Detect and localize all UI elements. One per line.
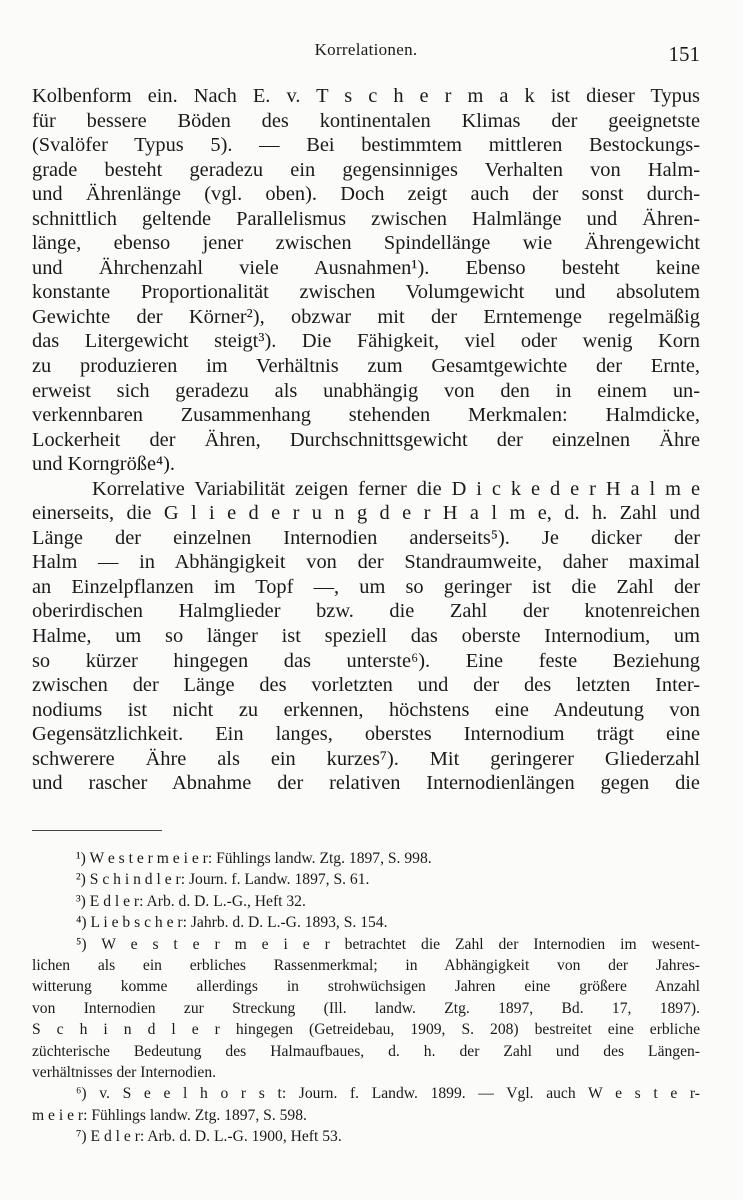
footnote-line: verhältnisses der Internodien. bbox=[32, 1063, 217, 1081]
text-line: und rascher Abnahme der relativen Internodienlängen gegen die bbox=[32, 772, 700, 795]
footnote-line: ³) E d l e r: Arb. d. D. L.-G., Heft 32. bbox=[76, 892, 306, 910]
text-line: länge, ebenso jener zwischen Spindellänge wie Ährengewicht bbox=[32, 232, 700, 255]
text-line: zwischen der Länge des vorletzten und der des letzten Inter- bbox=[32, 674, 700, 697]
text-line: Korrelative Variabilität zeigen ferner die D i c k e d e r H a l m e bbox=[92, 477, 700, 500]
footnote-line: ¹) W e s t e r m e i e r: Fühlings landw. Ztg. 1897, S. 998. bbox=[76, 850, 432, 867]
text-line: an Einzelpflanzen im Topf —, um so geringer ist die Zahl der bbox=[32, 575, 700, 598]
footnote-line: witterung komme allerdings in strohwüchsigen Jahren eine größere Anzahl bbox=[32, 978, 700, 996]
text-line: schnittlich geltende Parallelismus zwischen Halmlänge und Ähren- bbox=[32, 207, 700, 230]
text-line: grade besteht geradezu ein gegensinniges Verhalten von Halm- bbox=[32, 158, 700, 181]
footnotes bbox=[32, 848, 700, 1147]
text-line: Halm — in Abhängigkeit von der Standraumweite, daher maximal bbox=[32, 551, 700, 574]
text-line: Länge der einzelnen Internodien anderseits⁵). Je dicker der bbox=[32, 526, 700, 549]
text-line: das Litergewicht steigt³). Die Fähigkeit, viel oder wenig Korn bbox=[32, 330, 700, 353]
text-line: und Ährchenzahl viele Ausnahmen¹). Ebenso besteht keine bbox=[32, 256, 700, 279]
text-line: zu produzieren im Verhältnis zum Gesamtgewichte der Ernte, bbox=[32, 355, 700, 378]
running-title: Korrelationen. bbox=[314, 40, 418, 59]
text-line: (Svalöfer Typus 5). — Bei bestimmtem mittleren Bestockungs- bbox=[32, 134, 700, 157]
footnote-line: von Internodien zur Streckung (Ill. landw. Ztg. 1897, Bd. 17, 1897). bbox=[32, 999, 700, 1017]
footnote-line: ⁷) E d l e r: Arb. d. D. L.-G. 1900, Heft 53. bbox=[76, 1128, 342, 1146]
footnote-line: ²) S c h i n d l e r: Journ. f. Landw. 1897, S. 61. bbox=[76, 871, 370, 889]
page-number: 151 bbox=[668, 42, 700, 66]
text-line: und Ährenlänge (vgl. oben). Doch zeigt auch der sonst durch- bbox=[32, 183, 700, 206]
footnote-line: ⁴) L i e b s c h e r: Jahrb. d. D. L.-G. 1893, S. 154. bbox=[76, 914, 388, 932]
text-line: Halme, um so länger ist speziell das oberste Internodium, um bbox=[32, 625, 700, 648]
page-header bbox=[32, 40, 700, 74]
text-line: schwerere Ähre als ein kurzes⁷). Mit geringerer Gliederzahl bbox=[32, 747, 700, 770]
text-line: Kolbenform ein. Nach E. v. T s c h e r m a k ist dieser Typus bbox=[32, 85, 700, 107]
text-line: Gegensätzlichkeit. Ein langes, oberstes Internodium trägt eine bbox=[32, 723, 700, 746]
text-line: erweist sich geradezu als unabhängig von den in einem un- bbox=[32, 379, 700, 402]
text-line: so kürzer hingegen das unterste⁶). Eine feste Beziehung bbox=[32, 649, 700, 672]
text-line: und Korngröße⁴). bbox=[32, 453, 176, 476]
footnote-line: ⁵) W e s t e r m e i e r betrachtet die Zahl der Internodien im wesent- bbox=[76, 935, 700, 953]
footnote-line: lichen als ein erbliches Rassenmerkmal; in Abhängigkeit von der Jahres- bbox=[32, 956, 700, 974]
text-line: einerseits, die G l i e d e r u n g d e r H a l m e, d. h. Zahl und bbox=[32, 502, 700, 525]
body-text bbox=[32, 84, 700, 796]
text-line: nodiums ist nicht zu erkennen, höchstens eine Andeutung von bbox=[32, 698, 700, 721]
footnote-separator bbox=[32, 830, 162, 831]
footnote-line: S c h i n d l e r hingegen (Getreidebau, 1909, S. 208) bestreitet eine erbliche bbox=[32, 1021, 700, 1039]
footnote-line: züchterische Bedeutung des Halmaufbaues, d. h. der Zahl und des Längen- bbox=[32, 1042, 700, 1060]
text-line: oberirdischen Halmglieder bzw. die Zahl der knotenreichen bbox=[32, 600, 700, 623]
text-line: für bessere Böden des kontinentalen Klimas der geeignetste bbox=[32, 109, 700, 132]
text-line: Lockerheit der Ähren, Durchschnittsgewicht der einzelnen Ähre bbox=[32, 428, 700, 451]
footnote-line: m e i e r: Fühlings landw. Ztg. 1897, S. 598. bbox=[32, 1106, 307, 1124]
text-line: Gewichte der Körner²), obzwar mit der Erntemenge regelmäßig bbox=[32, 305, 700, 328]
text-line: verkennbaren Zusammenhang stehenden Merkmalen: Halmdicke, bbox=[32, 404, 700, 427]
text-line: konstante Proportionalität zwischen Volumgewicht und absolutem bbox=[32, 281, 700, 304]
footnote-line: ⁶) v. S e e l h o r s t: Journ. f. Landw. 1899. — Vgl. auch W e s t e r- bbox=[76, 1085, 700, 1103]
